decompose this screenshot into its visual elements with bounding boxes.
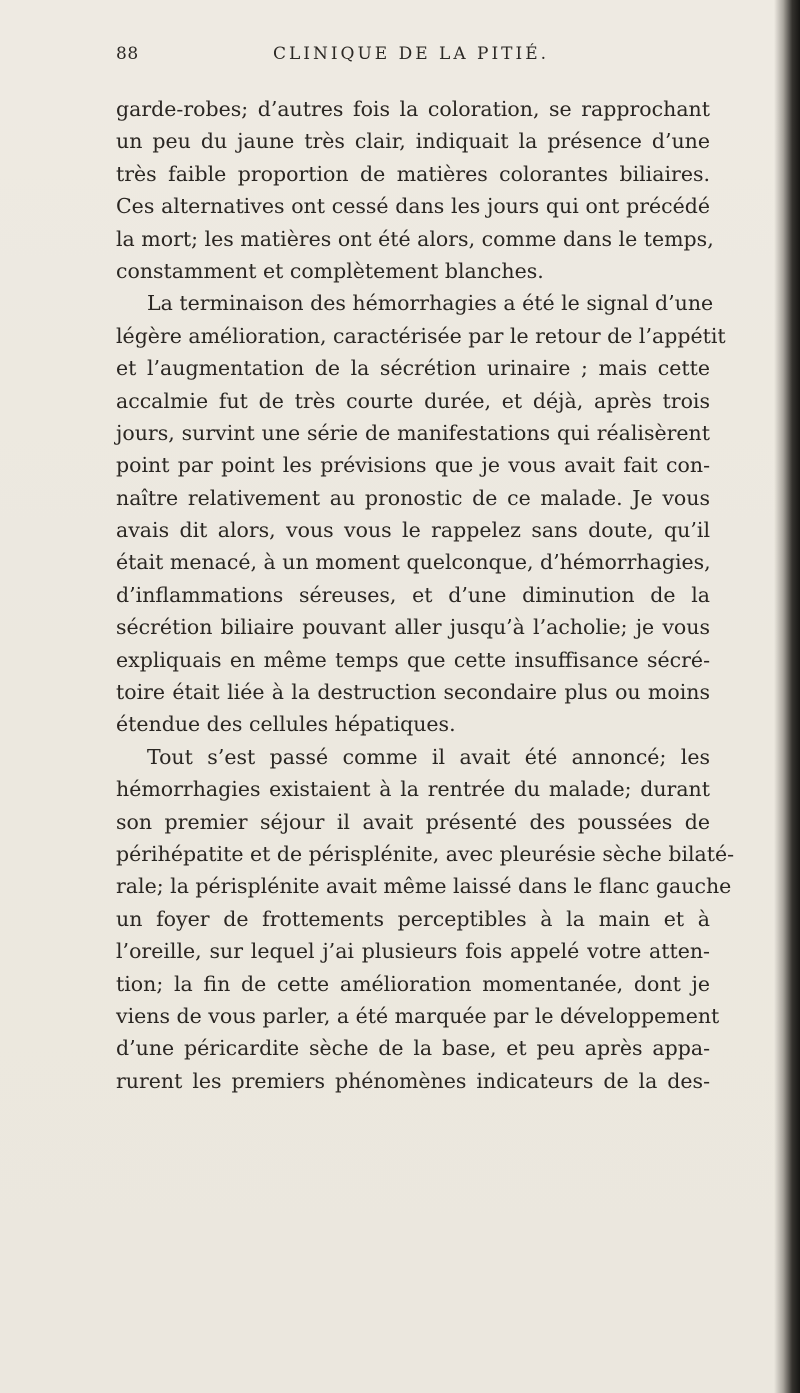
text-line: était menacé, à un moment quelconque, d’hémorrhagies,: [116, 550, 711, 575]
text-line: périhépatite et de périsplénite, avec pleurésie sèche bilaté-: [116, 841, 735, 866]
text-line: naître relativement au pronostic de ce malade. Je vous: [116, 485, 710, 510]
text-line: étendue des cellules hépatiques.: [116, 712, 456, 737]
text-line: d’inflammations séreuses, et d’une diminution de la: [116, 582, 710, 607]
text-line: accalmie fut de très courte durée, et déjà, après trois: [116, 388, 710, 413]
text-line: La terminaison des hémorrhagies a été le signal d’une: [147, 291, 714, 316]
text-line: rale; la périsplénite avait même laissé dans le flanc gauche: [116, 874, 732, 899]
text-line: point par point les prévisions que je vous avait fait con-: [116, 453, 710, 478]
text-line: tion; la fin de cette amélioration momentanée, dont je: [116, 971, 710, 996]
text-line: sécrétion biliaire pouvant aller jusqu’à l’acholie; je vous: [116, 615, 710, 640]
text-line: Ces alternatives ont cessé dans les jours qui ont précédé: [116, 194, 710, 219]
text-line: avais dit alors, vous vous le rappelez sans doute, qu’il: [116, 518, 710, 543]
text-line: expliquais en même temps que cette insuffisance sécré-: [116, 647, 710, 672]
running-title: CLINIQUE DE LA PITIÉ.: [272, 44, 550, 64]
page-number: 88: [116, 44, 139, 64]
text-line: un peu du jaune très clair, indiquait la présence d’une: [116, 129, 710, 154]
page-edge-shadow: [774, 0, 800, 1393]
body-text: [116, 93, 735, 1097]
text-line: garde-robes; d’autres fois la coloration, se rapprochant: [116, 97, 710, 121]
text-line: légère amélioration, caractérisée par le retour de l’appétit: [116, 323, 726, 348]
running-head: [116, 44, 706, 70]
text-line: Tout s’est passé comme il avait été annoncé; les: [147, 744, 710, 769]
text-line: constamment et complètement blanches.: [116, 258, 544, 283]
text-line: son premier séjour il avait présenté des poussées de: [116, 809, 710, 834]
text-line: la mort; les matières ont été alors, comme dans le temps,: [116, 226, 714, 251]
text-line: un foyer de frottements perceptibles à la main et à: [116, 906, 710, 931]
text-line: toire était liée à la destruction secondaire plus ou moins: [116, 680, 710, 705]
text-line: d’une péricardite sèche de la base, et peu après appa-: [116, 1036, 710, 1061]
text-line: très faible proportion de matières colorantes biliaires.: [116, 161, 710, 186]
text-line: viens de vous parler, a été marquée par le développement: [116, 1003, 720, 1028]
text-line: rurent les premiers phénomènes indicateurs de la des-: [116, 1068, 710, 1093]
text-line: hémorrhagies existaient à la rentrée du malade; durant: [116, 777, 710, 802]
text-line: l’oreille, sur lequel j’ai plusieurs fois appelé votre atten-: [116, 939, 710, 964]
text-line: jours, survint une série de manifestations qui réalisèrent: [116, 420, 710, 445]
text-line: et l’augmentation de la sécrétion urinaire ; mais cette: [116, 356, 710, 381]
